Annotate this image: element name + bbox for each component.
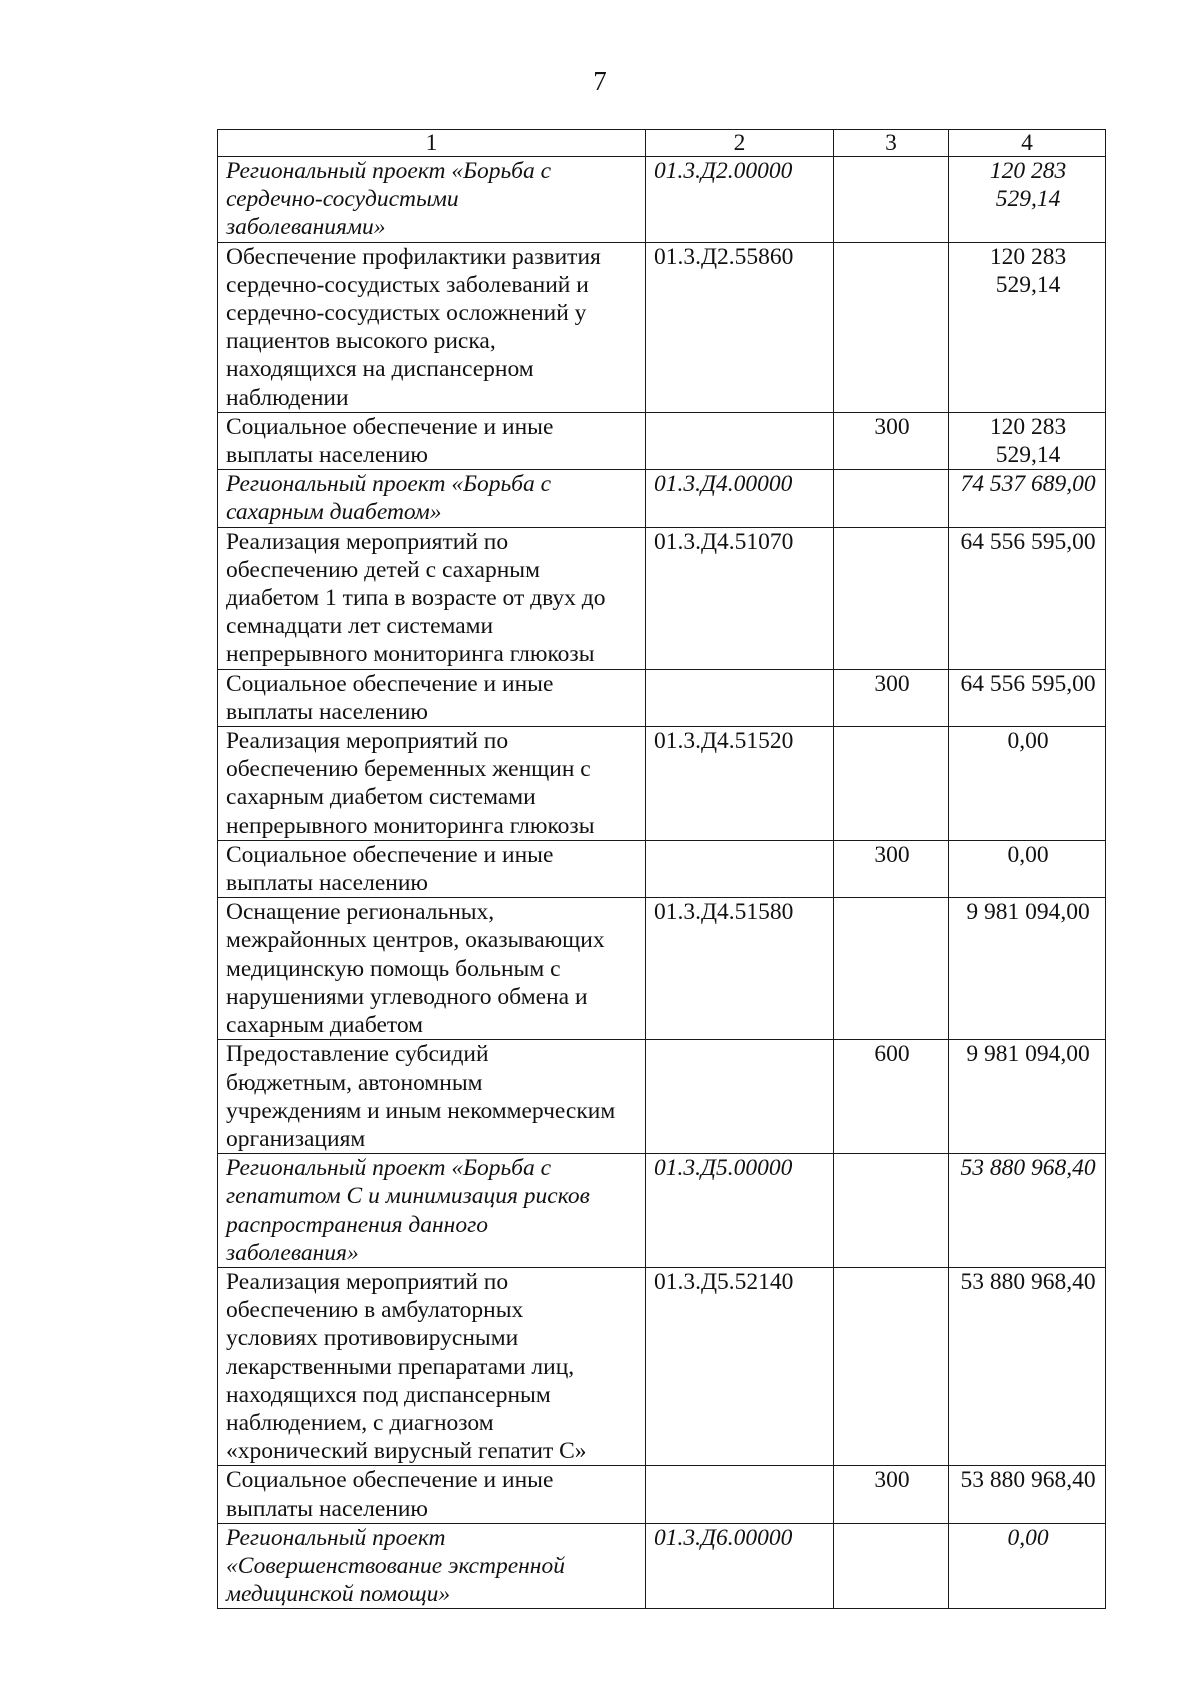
cell-name: Реализация мероприятий по обеспечению в амбулаторных условиях противовирусными лекарственными препаратами лиц, находящихся под диспансерным наблюдением, с диагнозом «хронический вирусный гепатит С»	[218, 1267, 646, 1465]
cell-code: 01.3.Д5.52140	[646, 1267, 834, 1465]
cell-name: Региональный проект «Совершенствование экстренной медицинской помощи»	[218, 1523, 646, 1609]
cell-code	[646, 840, 834, 897]
budget-table	[217, 129, 1106, 1609]
cell-amount: 64 556 595,00	[949, 527, 1106, 669]
cell-name: Предоставление субсидий бюджетным, автономным учреждениям и иным некоммерческим организациям	[218, 1040, 646, 1154]
column-header-3: 3	[834, 130, 949, 157]
table-row-project	[218, 157, 1106, 243]
cell-expense-type: 300	[834, 412, 949, 469]
cell-amount: 0,00	[949, 840, 1106, 897]
cell-expense-type	[834, 527, 949, 669]
cell-code	[646, 1040, 834, 1154]
cell-code: 01.3.Д6.00000	[646, 1523, 834, 1609]
cell-name: Социальное обеспечение и иные выплаты населению	[218, 1466, 646, 1523]
cell-expense-type: 600	[834, 1040, 949, 1154]
cell-amount: 53 880 968,40	[949, 1267, 1106, 1465]
table-row	[218, 1466, 1106, 1523]
cell-expense-type: 300	[834, 669, 949, 726]
cell-name: Региональный проект «Борьба с сердечно-сосудистыми заболеваниями»	[218, 157, 646, 243]
cell-name: Социальное обеспечение и иные выплаты населению	[218, 412, 646, 469]
cell-amount: 120 283 529,14	[949, 157, 1106, 243]
cell-expense-type	[834, 470, 949, 527]
cell-amount: 0,00	[949, 1523, 1106, 1609]
cell-amount: 53 880 968,40	[949, 1154, 1106, 1268]
cell-amount: 74 537 689,00	[949, 470, 1106, 527]
cell-name: Социальное обеспечение и иные выплаты населению	[218, 669, 646, 726]
cell-amount: 53 880 968,40	[949, 1466, 1106, 1523]
table-row	[218, 527, 1106, 669]
cell-code	[646, 1466, 834, 1523]
cell-name: Обеспечение профилактики развития сердечно-сосудистых заболеваний и сердечно-сосудистых осложнений у пациентов высокого риска, находящихся на диспансерном наблюдении	[218, 242, 646, 412]
table-row-project	[218, 1523, 1106, 1609]
cell-expense-type	[834, 898, 949, 1040]
cell-expense-type: 300	[834, 840, 949, 897]
table-row-project	[218, 470, 1106, 527]
cell-expense-type	[834, 1154, 949, 1268]
cell-name: Социальное обеспечение и иные выплаты населению	[218, 840, 646, 897]
cell-name: Региональный проект «Борьба с гепатитом С и минимизация рисков распространения данного заболевания»	[218, 1154, 646, 1268]
cell-amount: 0,00	[949, 727, 1106, 841]
cell-code: 01.3.Д4.51580	[646, 898, 834, 1040]
table-row	[218, 898, 1106, 1040]
cell-code: 01.3.Д4.51520	[646, 727, 834, 841]
cell-code: 01.3.Д5.00000	[646, 1154, 834, 1268]
column-header-1: 1	[218, 130, 646, 157]
table-row	[218, 1040, 1106, 1154]
table-header	[218, 130, 1106, 157]
table-row	[218, 840, 1106, 897]
cell-code	[646, 669, 834, 726]
cell-amount: 9 981 094,00	[949, 1040, 1106, 1154]
cell-code: 01.3.Д2.55860	[646, 242, 834, 412]
cell-code: 01.3.Д2.00000	[646, 157, 834, 243]
table-row	[218, 242, 1106, 412]
cell-amount: 120 283 529,14	[949, 412, 1106, 469]
cell-expense-type	[834, 242, 949, 412]
cell-name: Оснащение региональных, межрайонных центров, оказывающих медицинскую помощь больным с нарушениями углеводного обмена и сахарным диабетом	[218, 898, 646, 1040]
cell-name: Региональный проект «Борьба с сахарным диабетом»	[218, 470, 646, 527]
cell-code	[646, 412, 834, 469]
cell-amount: 120 283 529,14	[949, 242, 1106, 412]
table-row-project	[218, 1154, 1106, 1268]
cell-expense-type	[834, 1267, 949, 1465]
cell-name: Реализация мероприятий по обеспечению детей с сахарным диабетом 1 типа в возрасте от двух до семнадцати лет системами непрерывного мониторинга глюкозы	[218, 527, 646, 669]
cell-code: 01.3.Д4.51070	[646, 527, 834, 669]
cell-name: Реализация мероприятий по обеспечению беременных женщин с сахарным диабетом системами непрерывного мониторинга глюкозы	[218, 727, 646, 841]
table-row	[218, 412, 1106, 469]
column-header-2: 2	[646, 130, 834, 157]
table-row	[218, 727, 1106, 841]
cell-expense-type	[834, 157, 949, 243]
header-row	[218, 130, 1106, 157]
cell-expense-type	[834, 727, 949, 841]
table-body	[218, 157, 1106, 1609]
column-header-4: 4	[949, 130, 1106, 157]
cell-amount: 9 981 094,00	[949, 898, 1106, 1040]
table-row	[218, 1267, 1106, 1465]
cell-amount: 64 556 595,00	[949, 669, 1106, 726]
table-row	[218, 669, 1106, 726]
cell-expense-type: 300	[834, 1466, 949, 1523]
cell-code: 01.3.Д4.00000	[646, 470, 834, 527]
cell-expense-type	[834, 1523, 949, 1609]
page-number: 7	[593, 66, 607, 96]
